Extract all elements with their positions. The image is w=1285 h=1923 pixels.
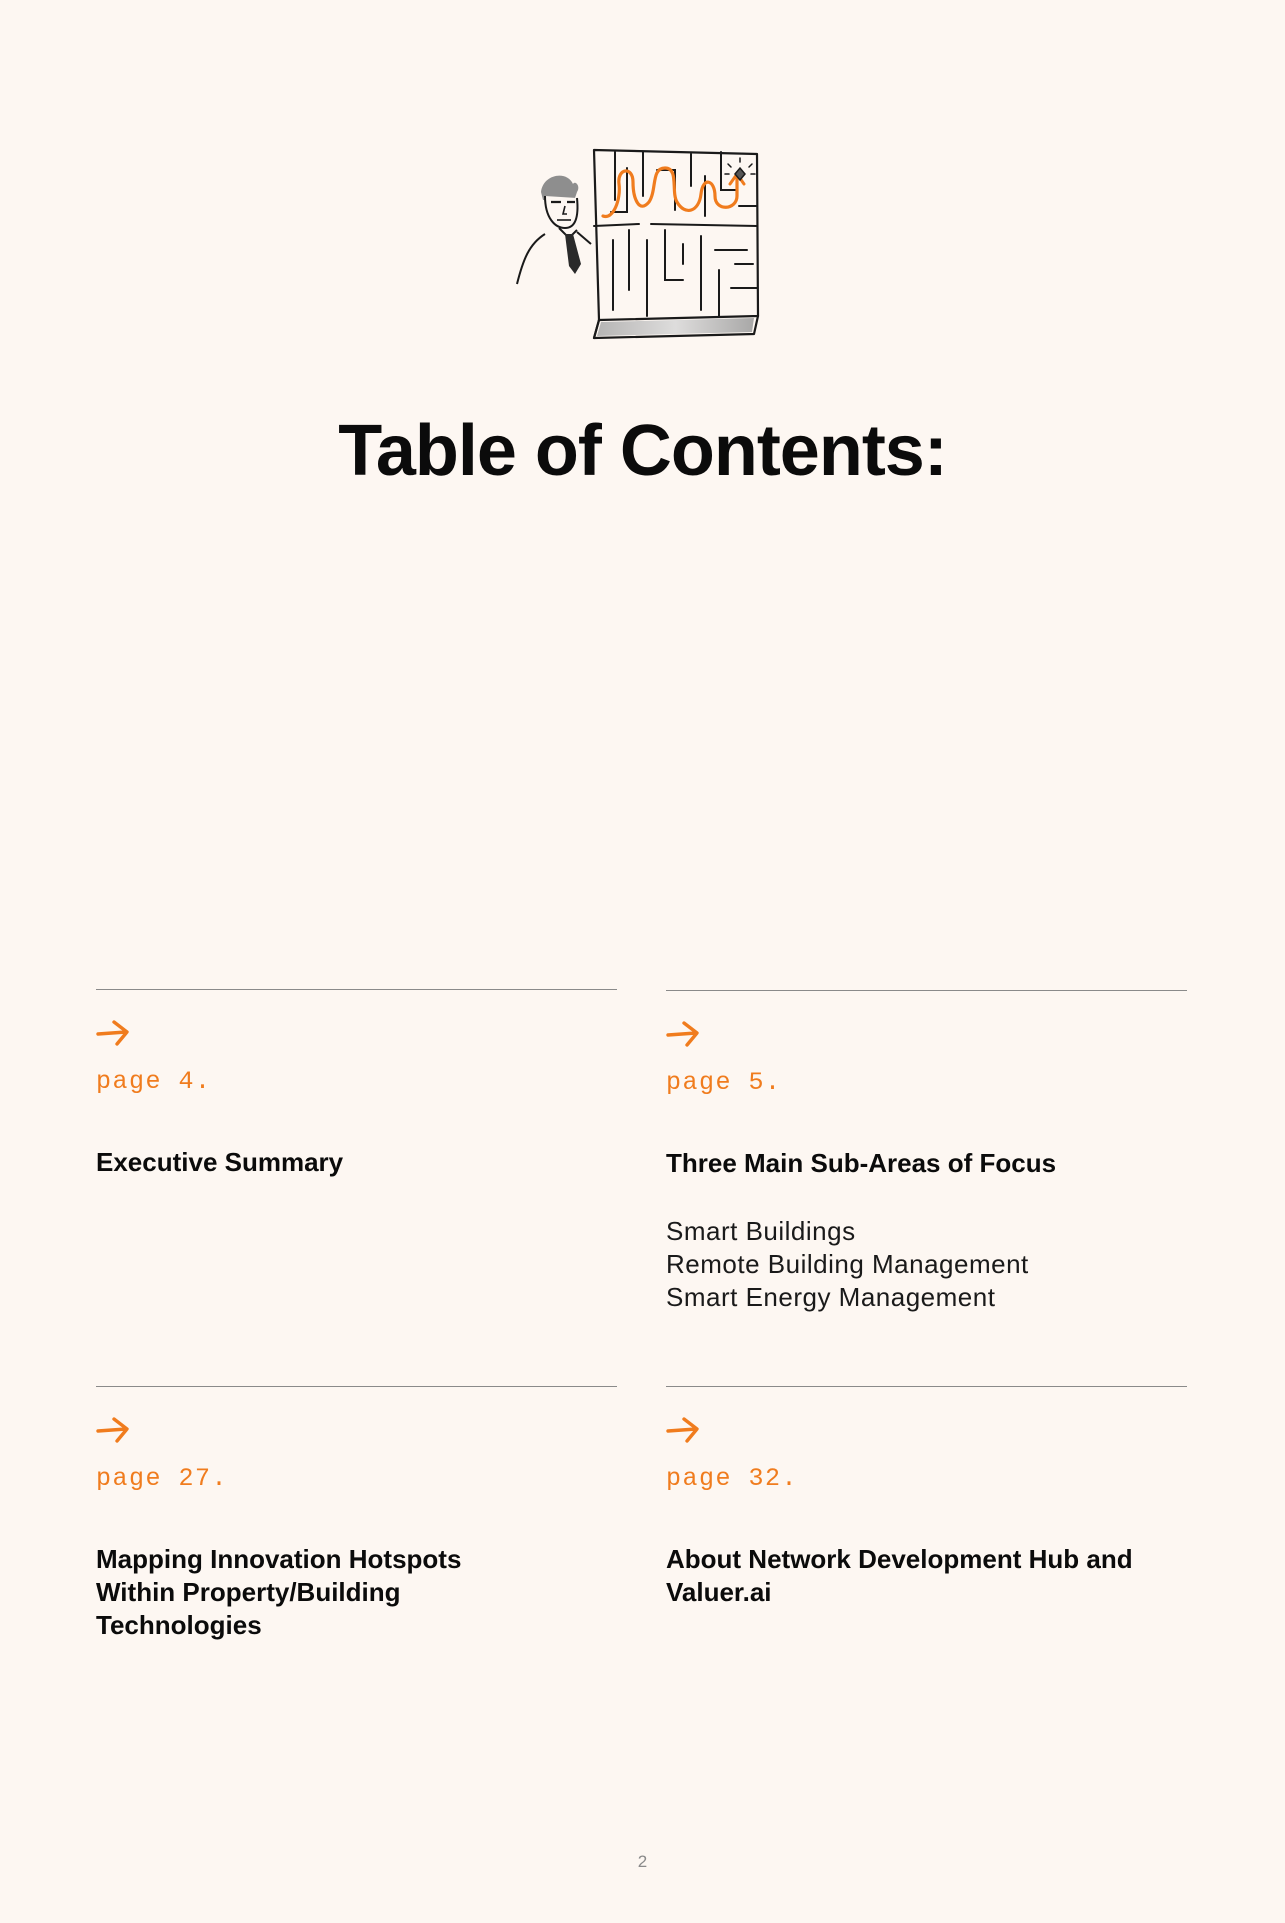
toc-page-number: page 4.: [96, 1067, 212, 1096]
toc-entry[interactable]: [666, 1386, 1187, 1607]
arrow-right-icon: [666, 1417, 700, 1443]
arrow-right-icon: [96, 1020, 130, 1046]
toc-entry[interactable]: [666, 990, 1187, 1312]
arrow-right-icon: [666, 1021, 700, 1047]
toc-heading[interactable]: Executive Summary: [96, 1147, 344, 1177]
toc-page-number: page 5.: [666, 1068, 782, 1097]
toc-subitem[interactable]: Remote Building Management: [666, 1249, 1029, 1279]
toc-entry[interactable]: [96, 989, 617, 1177]
toc-page-number: page 27.: [96, 1464, 229, 1493]
divider: [96, 1386, 617, 1387]
toc-heading[interactable]: Three Main Sub-Areas of Focus: [666, 1148, 1057, 1178]
page-number: 2: [637, 1852, 648, 1871]
page-title: Table of Contents:: [338, 411, 947, 491]
maze-businessman-illustration: [515, 140, 765, 355]
toc-page-number: page 32.: [666, 1464, 799, 1493]
arrow-right-icon: [96, 1417, 130, 1443]
divider: [666, 1386, 1187, 1387]
toc-subitems: [666, 1215, 1029, 1314]
toc-heading[interactable]: Mapping Innovation Hotspots Within Property/Building Technologies: [96, 1544, 462, 1640]
divider: [666, 990, 1187, 991]
toc-heading[interactable]: About Network Development Hub and Valuer.ai: [666, 1544, 1133, 1607]
toc-subitem[interactable]: Smart Energy Management: [666, 1282, 996, 1312]
toc-subitem[interactable]: Smart Buildings: [666, 1216, 856, 1246]
divider: [96, 989, 617, 990]
toc-entry[interactable]: [96, 1386, 617, 1640]
